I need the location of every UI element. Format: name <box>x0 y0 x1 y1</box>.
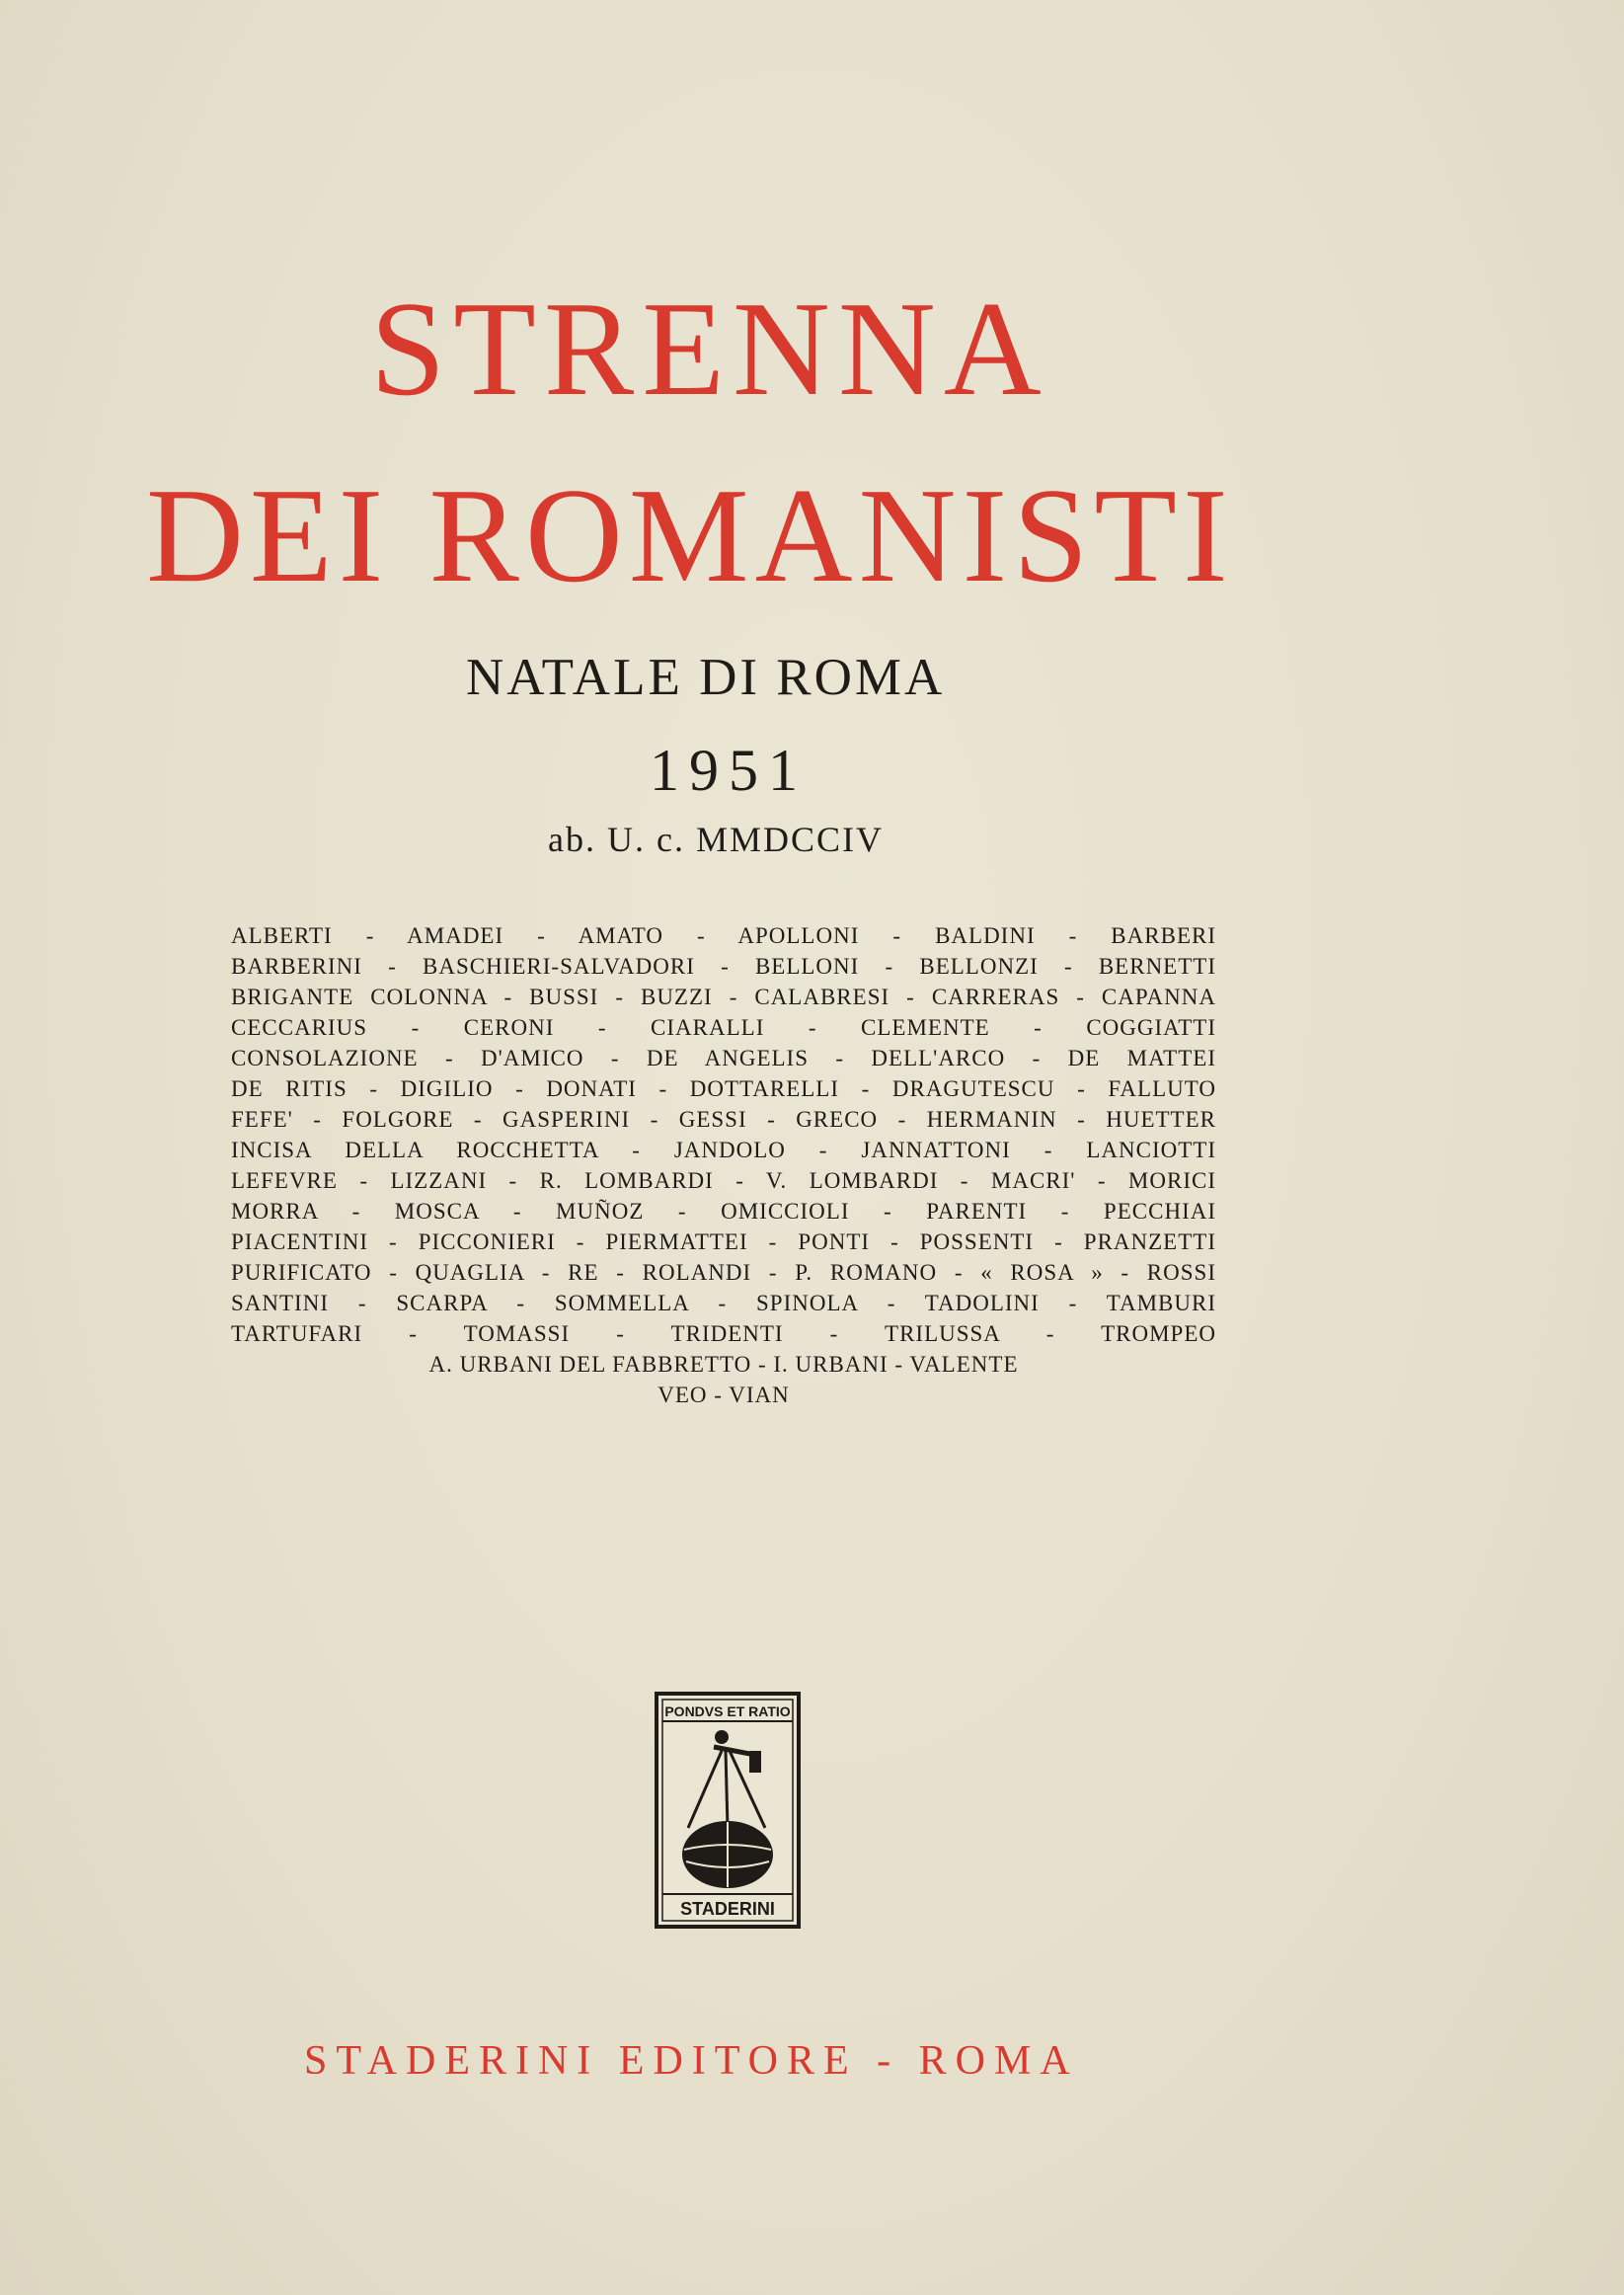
authors-line: LEFEVRE - LIZZANI - R. LOMBARDI - V. LOMBARDI - MACRI' - MORICI <box>231 1168 1216 1193</box>
title-line-2: DEI ROMANISTI <box>146 460 1234 610</box>
authors-list <box>231 920 1216 1410</box>
emblem-motto: PONDVS ET RATIO <box>664 1703 791 1719</box>
authors-line: CECCARIUS - CERONI - CIARALLI - CLEMENTE - COGGIATTI <box>231 1015 1216 1040</box>
authors-line: MORRA - MOSCA - MUÑOZ - OMICCIOLI - PARENTI - PECCHIAI <box>231 1199 1216 1224</box>
authors-line: BRIGANTE COLONNA - BUSSI - BUZZI - CALABRESI - CARRERAS - CAPANNA <box>231 985 1216 1009</box>
authors-line: SANTINI - SCARPA - SOMMELLA - SPINOLA - TADOLINI - TAMBURI <box>231 1291 1216 1315</box>
emblem-name: STADERINI <box>680 1899 775 1919</box>
ab-urbe-condita-date: ab. U. c. MMDCCIV <box>548 820 884 859</box>
publisher-imprint: STADERINI EDITORE - ROMA <box>304 2038 1079 2084</box>
staderini-emblem-logo <box>655 1692 801 1929</box>
authors-line: PIACENTINI - PICCONIERI - PIERMATTEI - PONTI - POSSENTI - PRANZETTI <box>231 1229 1216 1254</box>
authors-line: A. URBANI DEL FABBRETTO - I. URBANI - VALENTE <box>428 1352 1019 1377</box>
authors-line: ALBERTI - AMADEI - AMATO - APOLLONI - BALDINI - BARBERI <box>231 923 1216 948</box>
authors-line: DE RITIS - DIGILIO - DONATI - DOTTARELLI - DRAGUTESCU - FALLUTO <box>231 1076 1216 1101</box>
year: 1951 <box>650 738 808 803</box>
authors-line: VEO - VIAN <box>657 1383 790 1407</box>
authors-line: FEFE' - FOLGORE - GASPERINI - GESSI - GRECO - HERMANIN - HUETTER <box>231 1107 1216 1132</box>
authors-line: INCISA DELLA ROCCHETTA - JANDOLO - JANNATTONI - LANCIOTTI <box>231 1138 1216 1162</box>
subtitle: NATALE DI ROMA <box>466 649 946 706</box>
steelyard-hook-icon <box>715 1730 729 1744</box>
authors-line: CONSOLAZIONE - D'AMICO - DE ANGELIS - DELL'ARCO - DE MATTEI <box>231 1046 1216 1070</box>
title-line-1: STRENNA <box>370 274 1049 424</box>
authors-line: TARTUFARI - TOMASSI - TRIDENTI - TRILUSSA - TROMPEO <box>231 1321 1216 1346</box>
authors-line: PURIFICATO - QUAGLIA - RE - ROLANDI - P. ROMANO - « ROSA » - ROSSI <box>231 1260 1216 1285</box>
authors-line: BARBERINI - BASCHIERI-SALVADORI - BELLONI - BELLONZI - BERNETTI <box>231 954 1216 979</box>
